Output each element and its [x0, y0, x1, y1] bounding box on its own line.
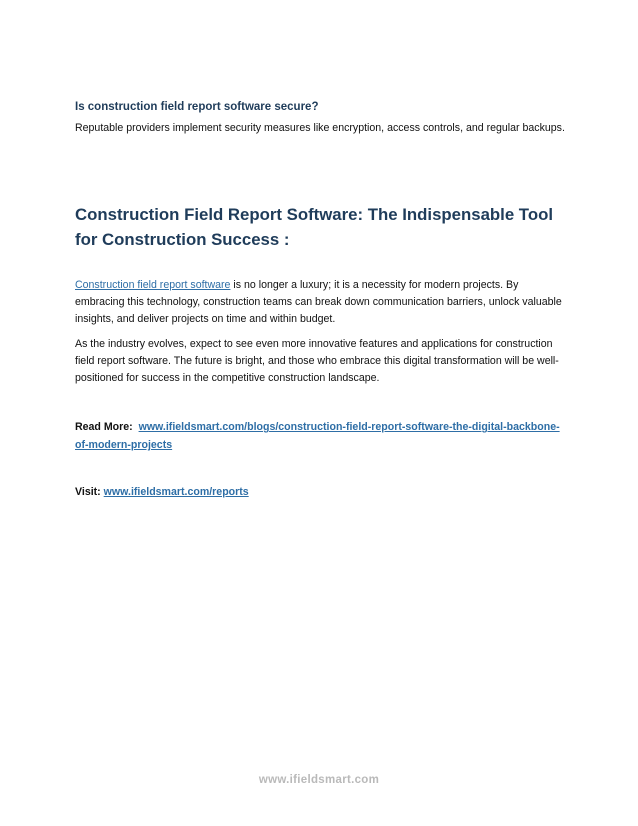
- read-more-line: [75, 418, 567, 454]
- read-more-label: Read More:: [75, 421, 133, 433]
- construction-software-link[interactable]: Construction field report software: [75, 279, 231, 291]
- faq-answer: Reputable providers implement security measures like encryption, access controls, and regular backups.: [75, 122, 565, 134]
- footer-watermark: www.ifieldsmart.com: [258, 774, 380, 786]
- read-more-link[interactable]: www.ifieldsmart.com/blogs/construction-field-report-software-the-digital-backbone-of-modern-projects: [75, 421, 560, 451]
- section-heading: Construction Field Report Software: The Indispensable Tool for Construction Success :: [75, 205, 553, 249]
- faq-question: Is construction field report software secure?: [75, 101, 319, 113]
- visit-line: [75, 484, 567, 500]
- visit-link[interactable]: www.ifieldsmart.com/reports: [103, 486, 249, 498]
- section-paragraph-1: [75, 277, 567, 328]
- paragraph-1-text: is no longer a luxury; it is a necessity for modern projects. By embracing this technology, construction teams can break down communication barriers, unlock valuable insights, and deliver projects on time and within budget.: [75, 279, 562, 325]
- section-paragraph-2: As the industry evolves, expect to see even more innovative features and applications for construction field report software. The future is bright, and those who embrace this digital transformation will be well-positioned for success in the competitive construction landscape.: [75, 338, 559, 384]
- visit-label: Visit:: [75, 486, 101, 498]
